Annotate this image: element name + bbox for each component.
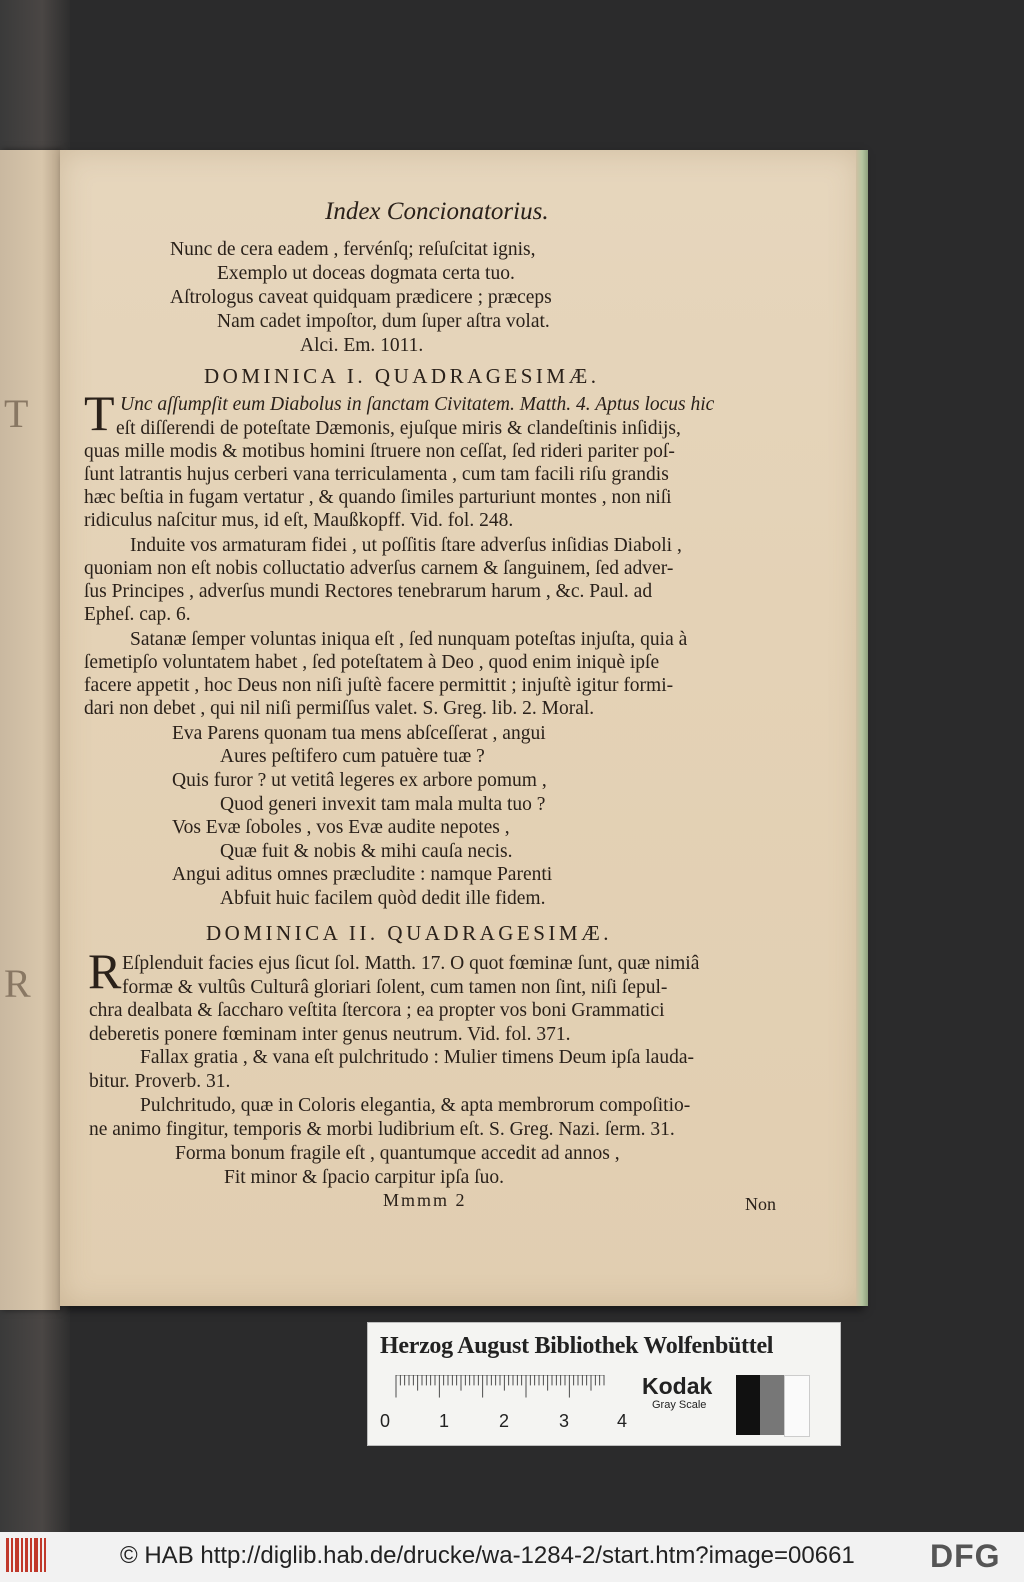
verse-citation: Alci. Em. 1011.: [300, 335, 424, 356]
verse-line: Aſtrologus caveat quidquam prædicere ; præceps: [170, 287, 552, 308]
text-line: Satanæ ſemper voluntas iniqua eſt , ſed nunquam poteſtas injuſta, quia à: [130, 629, 688, 650]
section-heading: DOMINICA II. QUADRAGESIMÆ.: [206, 921, 612, 945]
text-line: ſemetipſo voluntatem habet , ſed poteſtatem à Deo , quod enim iniquè ipſe: [84, 652, 660, 673]
section-heading: DOMINICA I. QUADRAGESIMÆ.: [204, 364, 600, 388]
text-line: Pulchritudo, quæ in Coloris elegantia, & apta membrorum compoſitio-: [140, 1095, 691, 1116]
text-line: Unc aſſumpſit eum Diabolus in ſanctam Civitatem. Matth. 4. Aptus locus hic: [120, 394, 715, 415]
text-line: ſunt latrantis hujus cerberi vana terriculamenta , cum tam facili riſu grandis: [84, 464, 669, 485]
text-line: quas mille modis & motibus homini ſtruere non ceſſat, ſed rideri pariter poſ-: [84, 441, 675, 462]
ruler-number: 2: [499, 1411, 510, 1431]
signature-mark: Mmmm 2: [383, 1190, 467, 1210]
text-line: ne animo fingitur, temporis & morbi ludibrium eſt. S. Greg. Nazi. ſerm. 31.: [89, 1119, 675, 1140]
text-line: formæ & vultûs Culturâ gloriari ſolent, cum tamen non ſint, niſi ſepul-: [122, 977, 668, 998]
barcode-icon: [6, 1538, 46, 1572]
verse-line: Aures peſtifero cum patuère tuæ ?: [220, 746, 485, 767]
verse-line: Quis furor ? ut vetitâ legeres ex arbore pomum ,: [172, 770, 547, 791]
drop-cap: R: [88, 943, 122, 999]
page-edge: [856, 150, 868, 1306]
library-label: Herzog August Bibliothek Wolfenbüttel: [380, 1333, 774, 1359]
gray-scale-label: Gray Scale: [652, 1399, 707, 1411]
verse-line: Eva Parens quonam tua mens abſceſſerat , angui: [172, 723, 546, 744]
show-through-letter: T: [4, 391, 29, 436]
gray-swatch: [736, 1375, 760, 1435]
running-head: Index Concionatorius.: [325, 198, 549, 225]
ruler-ticks: [380, 1375, 620, 1401]
drop-cap: T: [84, 385, 115, 441]
verse-line: Quæ fuit & nobis & mihi cauſa necis.: [220, 841, 513, 862]
ruler-number: 4: [617, 1411, 628, 1431]
ruler-number: 1: [439, 1411, 450, 1431]
ruler-number: 0: [380, 1411, 391, 1431]
text-line: chra dealbata & ſaccharo veſtita ſtercora ; ea propter vos boni Grammatici: [89, 1000, 665, 1021]
text-line: facere appetit , hoc Deus non niſi juſtè facere permittit ; injuſtè igitur formi-: [84, 675, 674, 696]
verse-line: Abfuit huic facilem quòd dedit ille fidem.: [220, 888, 546, 909]
ruler-numbers: [380, 1411, 628, 1435]
text-line: Induite vos armaturam fidei , ut poſſitis ſtare adverſus inſidias Diaboli ,: [130, 535, 682, 556]
ruler-number: 3: [559, 1411, 570, 1431]
show-through-letter: R: [4, 961, 31, 1006]
text-line: ridiculus naſcitur mus, id eſt, Maußkopff. Vid. fol. 248.: [84, 510, 514, 531]
text-line: deberetis ponere fœminam inter genus neutrum. Vid. fol. 371.: [89, 1024, 571, 1045]
verse-line: Exemplo ut doceas dogmata certa tuo.: [217, 263, 515, 284]
source-url[interactable]: © HAB http://diglib.hab.de/drucke/wa-1284-2/start.htm?image=00661: [120, 1542, 855, 1569]
text-line: Eſplenduit facies ejus ſicut ſol. Matth. 17. O quot fœminæ ſunt, quæ nimiâ: [122, 953, 700, 974]
dfg-logo: DFG: [930, 1538, 1001, 1574]
text-line: ſus Principes , adverſus mundi Rectores tenebrarum harum , &c. Paul. ad: [84, 581, 653, 602]
color-calibration-bar: [367, 1322, 841, 1446]
text-line: Fallax gratia , & vana eſt pulchritudo : Mulier timens Deum ipſa lauda-: [140, 1047, 694, 1068]
verse-line: Vos Evæ ſoboles , vos Evæ audite nepotes ,: [172, 817, 510, 838]
text-line: dari non debet , qui nil niſi permiſſus valet. S. Greg. lib. 2. Moral.: [84, 698, 595, 719]
catchword: Non: [745, 1194, 776, 1214]
text-line: quoniam non eſt nobis colluctatio adverſus carnem & ſanguinem, ſed adver-: [84, 558, 674, 579]
text-line: Epheſ. cap. 6.: [84, 604, 191, 625]
viewer-footer: [0, 1532, 1024, 1582]
verse-line: Forma bonum fragile eſt , quantumque accedit ad annos ,: [175, 1143, 620, 1164]
text-line: bitur. Proverb. 31.: [89, 1071, 231, 1092]
verse-line: Quod generi invexit tam mala multa tuo ?: [220, 794, 546, 815]
verse-line: Fit minor & ſpacio carpitur ipſa ſuo.: [224, 1167, 504, 1188]
verse-line: Angui aditus omnes præcludite : namque Parenti: [172, 864, 553, 885]
gray-swatch: [760, 1375, 784, 1435]
verse-line: Nunc de cera eadem , fervénſq; reſuſcitat ignis,: [170, 239, 536, 260]
verse-line: Nam cadet impoſtor, dum ſuper aſtra volat.: [217, 311, 550, 332]
text-line: eſt diſſerendi de poteſtate Dæmonis, ejuſque miris & clandeſtinis inſidijs,: [116, 418, 681, 439]
previous-page-edge: [0, 150, 60, 1310]
kodak-logo: Kodak: [642, 1373, 713, 1399]
text-line: hæc beſtia in fugam vertatur , & quando ſimiles parturiunt montes , non niſi: [84, 487, 672, 508]
gray-swatch: [784, 1375, 810, 1437]
